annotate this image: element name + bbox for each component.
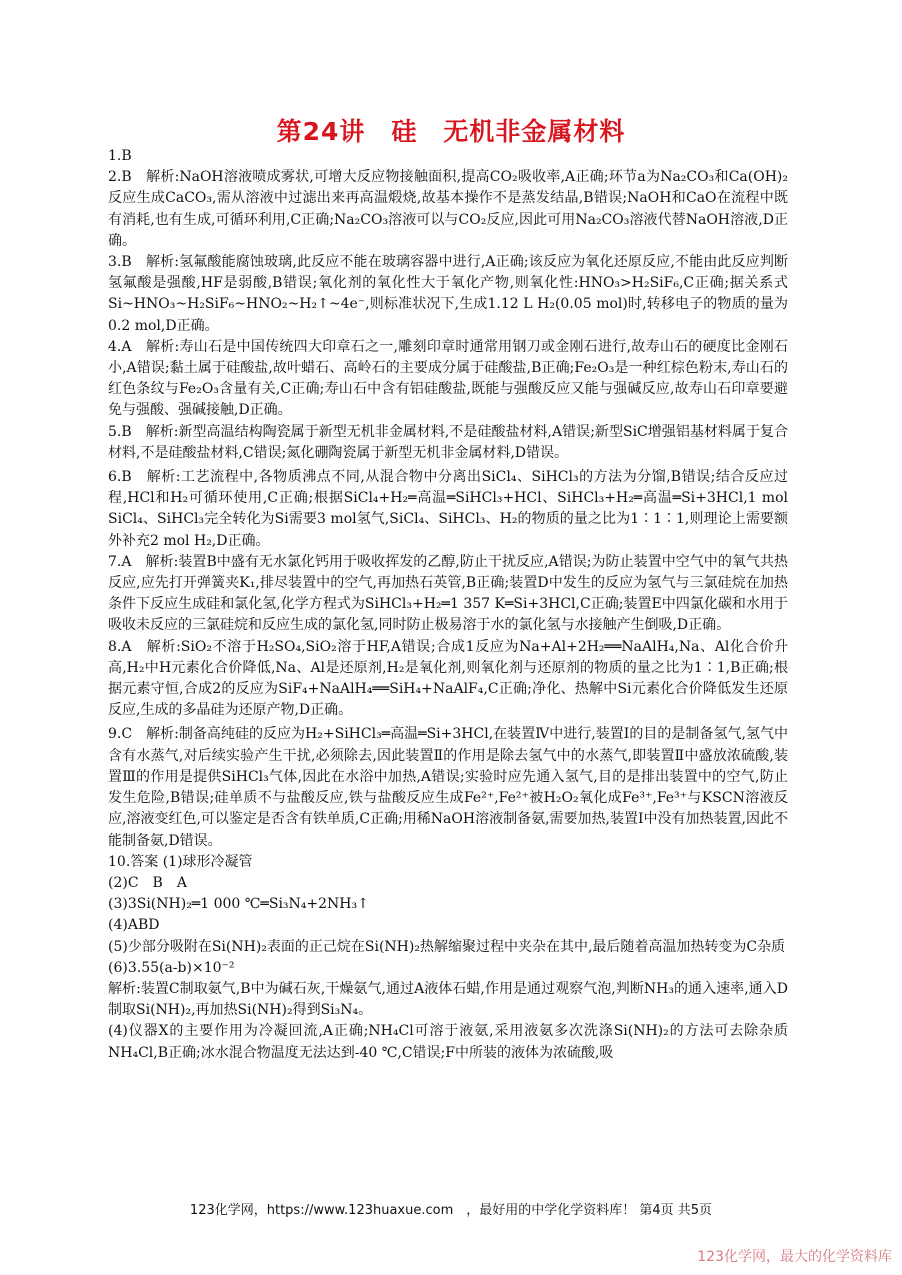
site-watermark: 123化学网，最大的化学资料库 xyxy=(697,1249,892,1265)
answer-10-part-4: (4)ABD xyxy=(108,917,160,934)
answer-2: 2.B 解析:NaOH溶液喷成雾状,可增大反应物接触面积,提高CO₂吸收率,A正确;环节a为Na₂CO₃和Ca(OH)₂反应生成CaCO₃,需从溶液中过滤出来再高温煅烧,故基本操作不是蒸发结晶,B错误;NaOH和CaO在流程中既有消耗,也有生成,可循环利用,C正确;Na₂CO₃溶液可以与CO₂反应,因此可用Na₂CO₃溶液代替NaOH溶液,D正确。 xyxy=(108,169,788,249)
answer-10-part-3: (3)3Si(NH)₂═1 000 ℃═Si₃N₄+2NH₃↑ xyxy=(108,896,369,913)
answer-4: 4.A 解析:寿山石是中国传统四大印章石之一,雕刻印章时通常用钢刀或金刚石进行,故寿山石的硬度比金刚石小,A错误;黏土属于硅酸盐,故叶蜡石、高岭石的主要成分属于硅酸盐,B正确;Fe₂O₃是一种红棕色粉末,寿山石的红色条纹与Fe₂O₃含量有关,C正确;寿山石中含有铝硅酸盐,既能与强酸反应又能与强碱反应,故寿山石印章要避免与强酸、强碱接触,D正确。 xyxy=(108,338,788,419)
answer-1: 1.B xyxy=(108,148,132,164)
answer-10-analysis-4: (4)仪器X的主要作用为冷凝回流,A正确;NH₄Cl可溶于液氨,采用液氨多次洗涤Si(NH)₂的方法可去除杂质NH₄Cl,B正确;冰水混合物温度无法达到-40 ℃,C错误;F中所装的液体为浓硫酸,吸 xyxy=(108,1023,788,1061)
page-footer: 123化学网，https://www.123huaxue.com ，最好用的中学化学资料库！ 第4页 共5页 xyxy=(189,1203,713,1218)
answer-10-part-6: (6)3.55(a-b)×10⁻² xyxy=(108,959,235,976)
lesson-title: 第24讲 硅 无机非金属材料 xyxy=(276,117,626,146)
answer-content xyxy=(108,146,788,1064)
answer-10-part-5: (5)少部分吸附在Si(NH)₂表面的正己烷在Si(NH)₂热解缩聚过程中夹杂在其中,最后随着高温加热转变为C杂质 xyxy=(108,938,786,955)
answer-10-heading: 10.答案 (1)球形冷凝管 xyxy=(108,853,253,870)
answer-5: 5.B 解析:新型高温结构陶瓷属于新型无机非金属材料,不是硅酸盐材料,A错误;新型SiC增强铝基材料属于复合材料,不是硅酸盐材料,C错误;氮化硼陶瓷属于新型无机非金属材料,D错误。 xyxy=(108,423,788,461)
answer-7: 7.A 解析:装置B中盛有无水氯化钙用于吸收挥发的乙醇,防止干扰反应,A错误;为防止装置中空气中的氧气共热反应,应先打开弹簧夹K₁,排尽装置中的空气,再加热石英管,B正确;装置D中发生的反应为氢气与三氯硅烷在加热条件下反应生成硅和氯化氢,化学方程式为SiHCl₃+H₂═1 357 K═Si+3HCl,C正确;装置E中四氯化碳和水用于吸收未反应的三氯硅烷和反应生成的氯化氢,同时防止极易溶于水的氯化氢与水接触产生倒吸,D正确。 xyxy=(108,553,788,634)
answer-3: 3.B 解析:氢氟酸能腐蚀玻璃,此反应不能在玻璃容器中进行,A正确;该反应为氧化还原反应,不能由此反应判断氢氟酸是强酸,HF是弱酸,B错误;氧化剂的氧化性大于氧化产物,则氧化性:HNO₃>H₂SiF₆,C正确;据关系式Si~HNO₃~H₂SiF₆~HNO₂~H₂↑~4e⁻,则标准状况下,生成1.12 L H₂(0.05 mol)时,转移电子的物质的量为0.2 mol,D正确。 xyxy=(108,254,788,334)
answer-10-analysis: 解析:装置C制取氨气,B中为碱石灰,干燥氨气,通过A液体石蜡,作用是通过观察气泡,判断NH₃的通入速率,通入D制取Si(NH)₂,再加热Si(NH)₂得到Si₃N₄。 xyxy=(108,980,788,1019)
answer-9: 9.C 解析:制备高纯硅的反应为H₂+SiHCl₃═高温═Si+3HCl,在装置Ⅳ中进行,装置Ⅰ的目的是制备氢气,氢气中含有水蒸气,对后续实验产生干扰,必须除去,因此装置Ⅱ的作用是除去氢气中的水蒸气,即装置Ⅱ中盛放浓硫酸,装置Ⅲ的作用是提供SiHCl₃气体,因此在水浴中加热,A错误;实验时应先通入氢气,目的是排出装置中的空气,防止发生危险,B错误;硅单质不与盐酸反应,铁与盐酸反应生成Fe²⁺,Fe²⁺被H₂O₂氧化成Fe³⁺,Fe³⁺与KSCN溶液反应,溶液变红色,可以鉴定是否含有铁单质,C正确;用稀NaOH溶液制备氨,需要加热,装置Ⅰ中没有加热装置,因此不能制备氨,D错误。 xyxy=(108,726,788,849)
answer-10-part-2: (2)C B A xyxy=(108,874,187,891)
answer-6: 6.B 解析:工艺流程中,各物质沸点不同,从混合物中分离出SiCl₄、SiHCl₃的方法为分馏,B错误;结合反应过程,HCl和H₂可循环使用,C正确;根据SiCl₄+H₂═高温═SiHCl₃+HCl、SiHCl₃+H₂═高温═Si+3HCl,1 mol SiCl₄、SiHCl₃完全转化为Si需要3 mol氢气,SiCl₄、SiHCl₃、H₂的物质的量之比为1∶1∶1,则理论上需要额外补充2 mol H₂,D正确。 xyxy=(108,469,788,549)
answer-8: 8.A 解析:SiO₂不溶于H₂SO₄,SiO₂溶于HF,A错误;合成1反应为Na+Al+2H₂══NaAlH₄,Na、Al化合价升高,H₂中H元素化合价降低,Na、Al是还原剂,H₂是氧化剂,则氧化剂与还原剂的物质的量之比为1∶1,B正确;根据元素守恒,合成2的反应为SiF₄+NaAlH₄══SiH₄+NaAlF₄,C正确;净化、热解中Si元素化合价降低发生还原反应,生成的多晶硅为还原产物,D正确。 xyxy=(108,638,788,719)
